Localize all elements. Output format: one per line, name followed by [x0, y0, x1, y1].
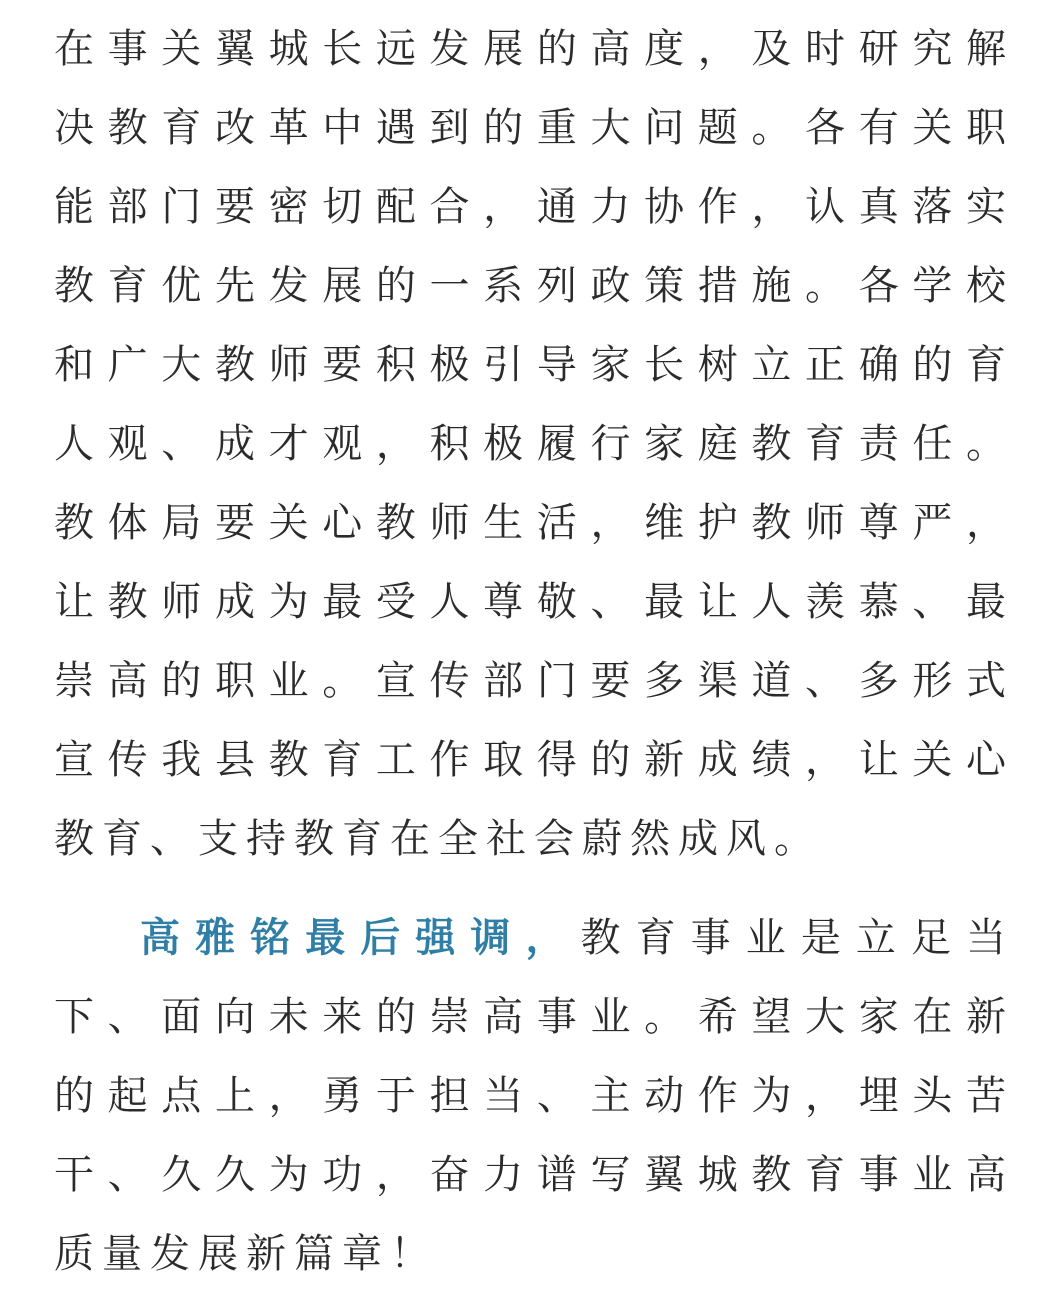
highlight-speaker: 高雅铭最后强调， [140, 915, 581, 961]
text-line: 能部门要密切配合，通力协作，认真落实 [54, 184, 1006, 230]
text-line: 教育、支持教育在全社会蔚然成风。 [54, 816, 822, 862]
text-line: 教体局要关心教师生活，维护教师尊严， [54, 500, 1006, 546]
text-segment: 教育事业是立足当 [580, 915, 1006, 961]
text-line: 干、久久为功，奋力谱写翼城教育事业高 [54, 1152, 1006, 1198]
text-line: 的起点上，勇于担当、主动作为，埋头苦 [54, 1073, 1006, 1119]
text-line: 宣传我县教育工作取得的新成绩，让关心 [54, 737, 1006, 783]
text-line: 人观、成才观，积极履行家庭教育责任。 [54, 421, 1006, 467]
text-line: 下、面向未来的崇高事业。希望大家在新 [54, 994, 1006, 1040]
text-line: 决教育改革中遇到的重大问题。各有关职 [54, 105, 1006, 151]
text-line: 崇高的职业。宣传部门要多渠道、多形式 [54, 658, 1006, 704]
paragraph-1 [54, 10, 1006, 879]
text-line: 和广大教师要积极引导家长树立正确的育 [54, 342, 1006, 388]
paragraph-2 [54, 899, 1006, 1294]
paragraph-gap [54, 879, 1006, 899]
text-line: 教育优先发展的一系列政策措施。各学校 [54, 263, 1006, 309]
text-line-first [54, 899, 1006, 978]
text-line: 质量发展新篇章！ [54, 1231, 438, 1277]
text-line: 在事关翼城长远发展的高度，及时研究解 [54, 26, 1006, 72]
article-body [54, 10, 1006, 1294]
text-line: 让教师成为最受人尊敬、最让人羡慕、最 [54, 579, 1006, 625]
